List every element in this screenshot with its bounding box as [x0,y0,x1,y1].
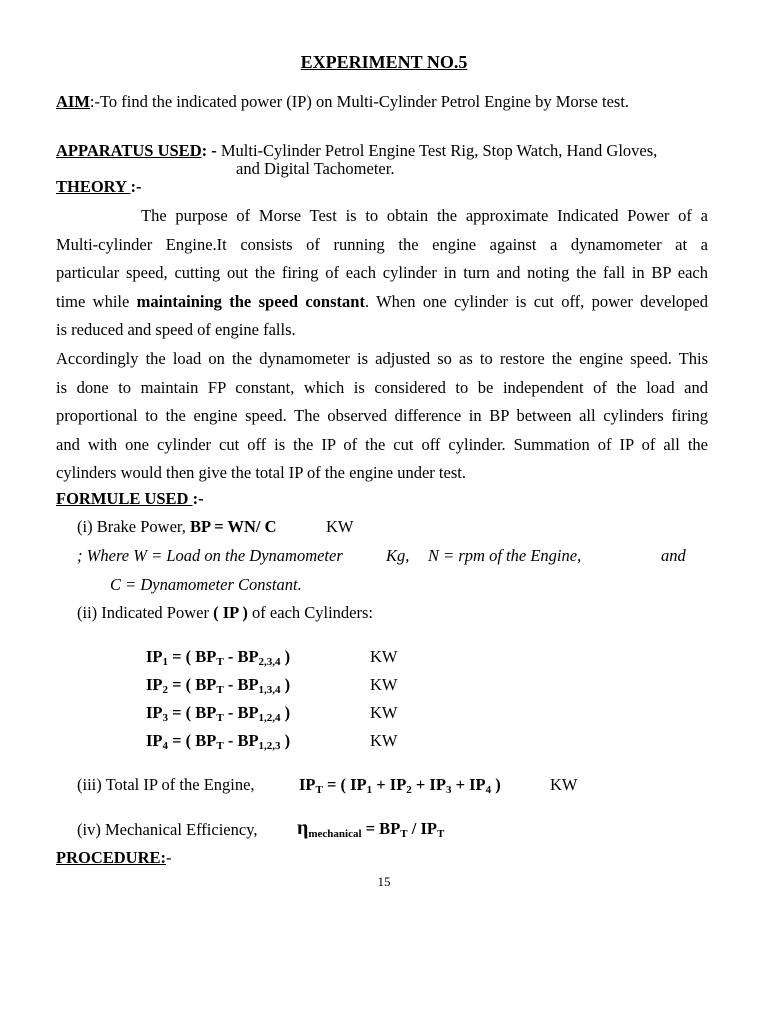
total-f4: + IP [411,775,446,794]
ip-sub: 1,2,3 [258,740,281,752]
formulae-heading [56,489,204,509]
theory-p1-line: is reduced and speed of engine falls. [56,320,296,340]
theory-p2-line: cylinders would then give the total IP of the engine under test. [56,463,466,483]
ip-mid: = ( BP [168,703,217,722]
theory-p1-l4a: time while [56,291,137,311]
eta-symbol: η [297,817,309,839]
theory-paragraph-2 [56,345,708,488]
ip-unit: KW [370,647,398,666]
formulae-label: FORMULE USED [56,489,193,508]
ip-t-sub: T [216,684,224,696]
total-s3: 3 [445,784,452,796]
ip-t-sub: T [216,712,224,724]
eff-f2: / IP [407,819,437,838]
theory-p2-line: is done to maintain FP constant, which is considered to be independent of the load and [56,377,708,397]
eff-f1: = BP [361,819,401,838]
ip-lhs-sub: 1 [162,656,168,668]
ip-unit: KW [370,703,398,722]
ip-mid: = ( BP [168,675,217,694]
total-ip-prefix: (iii) Total IP of the Engine, [77,775,255,794]
ip-formula-row [146,647,290,667]
ip-t-sub: T [216,656,224,668]
ip-formula-row [146,731,290,751]
ip-lhs: IP [146,647,163,666]
eff-s1: T [400,828,408,840]
bp-unit: KW [326,517,354,536]
ip-dash: - BP [223,675,259,694]
formulae-suffix: :- [192,489,204,508]
procedure-heading [56,848,172,868]
ip-close: ) [280,703,291,722]
theory-label: THEORY [56,177,131,196]
efficiency-formula [297,817,444,840]
theory-suffix: :- [130,177,142,196]
theory-heading [56,177,141,197]
where-w: ; Where W = Load on the Dynamometer [77,546,343,565]
total-f3: + IP [372,775,407,794]
theory-p2-line: proportional to the engine speed. The observed difference in BP between all cylinders firing [56,406,708,426]
apparatus-line-2: and Digital Tachometer. [236,159,395,178]
theory-p2-line: Accordingly the load on the dynamometer is adjusted so as to restore the engine speed. This [56,349,708,368]
ip-unit: KW [370,731,398,750]
aim-text: :-To find the indicated power (IP) on Multi-Cylinder Petrol Engine by Morse test. [89,92,630,111]
total-s2: 2 [406,784,412,796]
theory-paragraph-1 [56,202,708,345]
ip-dash: - BP [223,731,259,750]
total-f2: = ( IP [322,775,367,794]
ip-close: ) [280,675,291,694]
where-kg: Kg, [386,546,410,565]
procedure-label: PROCEDURE: [56,848,166,867]
ip-lhs: IP [146,675,163,694]
ip-t-sub: T [216,740,224,752]
total-s1: 1 [366,784,373,796]
ip-formula-row [146,703,290,723]
ip-dash: - BP [223,647,259,666]
theory-p1-l4c: . When one cylinder is cut off, power developed [364,291,708,311]
ip-lhs: IP [146,703,163,722]
where-and: and [661,546,686,565]
total-ip-formula [299,775,501,795]
total-f5: + IP [451,775,486,794]
where-n: N = rpm of the Engine, [428,546,582,565]
total-f1: IP [299,775,316,794]
ip-dash: - BP [223,703,259,722]
bp-prefix: (i) Brake Power, [77,517,190,536]
bp-formula: BP = WN/ C [189,517,277,536]
ip-formula-row [146,675,290,695]
ip-heading [77,603,373,623]
apparatus-text-1: Multi-Cylinder Petrol Engine Test Rig, Stop Watch, Hand Gloves, [220,141,658,160]
ip-unit: KW [370,675,398,694]
apparatus-label: APPARATUS USED [56,141,202,160]
ip-close: ) [280,647,291,666]
ip-sub: 1,2,4 [258,712,281,724]
procedure-suffix: - [166,848,172,867]
ip-heading-b: ( IP ) [213,603,248,622]
total-ip-unit: KW [550,775,578,794]
ip-heading-a: (ii) Indicated Power [77,603,214,622]
theory-p2-line: and with one cylinder cut off is the IP of the cut off cylinder. Summation of IP of all the [56,434,708,454]
theory-p1-line [56,288,708,317]
aim-label: AIM [56,92,90,111]
ip-mid: = ( BP [168,731,217,750]
page-number: 15 [377,874,391,889]
theory-p1-line: The purpose of Morse Test is to obtain the approximate Indicated Power of a [141,206,708,225]
total-f1-sub: T [315,784,323,796]
total-f6: ) [491,775,501,794]
ip-sub: 2,3,4 [258,656,281,668]
ip-close: ) [280,731,291,750]
ip-sub: 1,3,4 [258,684,281,696]
where-c: C = Dynamometer Constant. [110,575,302,594]
total-s4: 4 [485,784,492,796]
apparatus-line-1 [56,141,657,161]
ip-mid: = ( BP [168,647,217,666]
theory-p1-line: Multi-cylinder Engine.It consists of running the engine against a dynamometer at a [56,234,708,254]
apparatus-sep: : - [201,141,221,160]
brake-power-line [77,517,277,537]
ip-lhs-sub: 2 [162,684,168,696]
ip-heading-c: of each Cylinders: [247,603,374,622]
aim-line [56,92,629,112]
eff-s2: T [436,828,445,840]
page-title: EXPERIMENT NO.5 [300,52,468,72]
ip-lhs-sub: 4 [162,740,168,752]
theory-emphasis: maintaining the speed constant [136,291,365,311]
ip-lhs-sub: 3 [162,712,168,724]
eta-sub: mechanical [308,828,362,840]
efficiency-prefix: (iv) Mechanical Efficiency, [77,820,258,839]
ip-lhs: IP [146,731,163,750]
theory-p1-line: particular speed, cutting out the firing of each cylinder in turn and noting the fall in BP each [56,263,708,283]
